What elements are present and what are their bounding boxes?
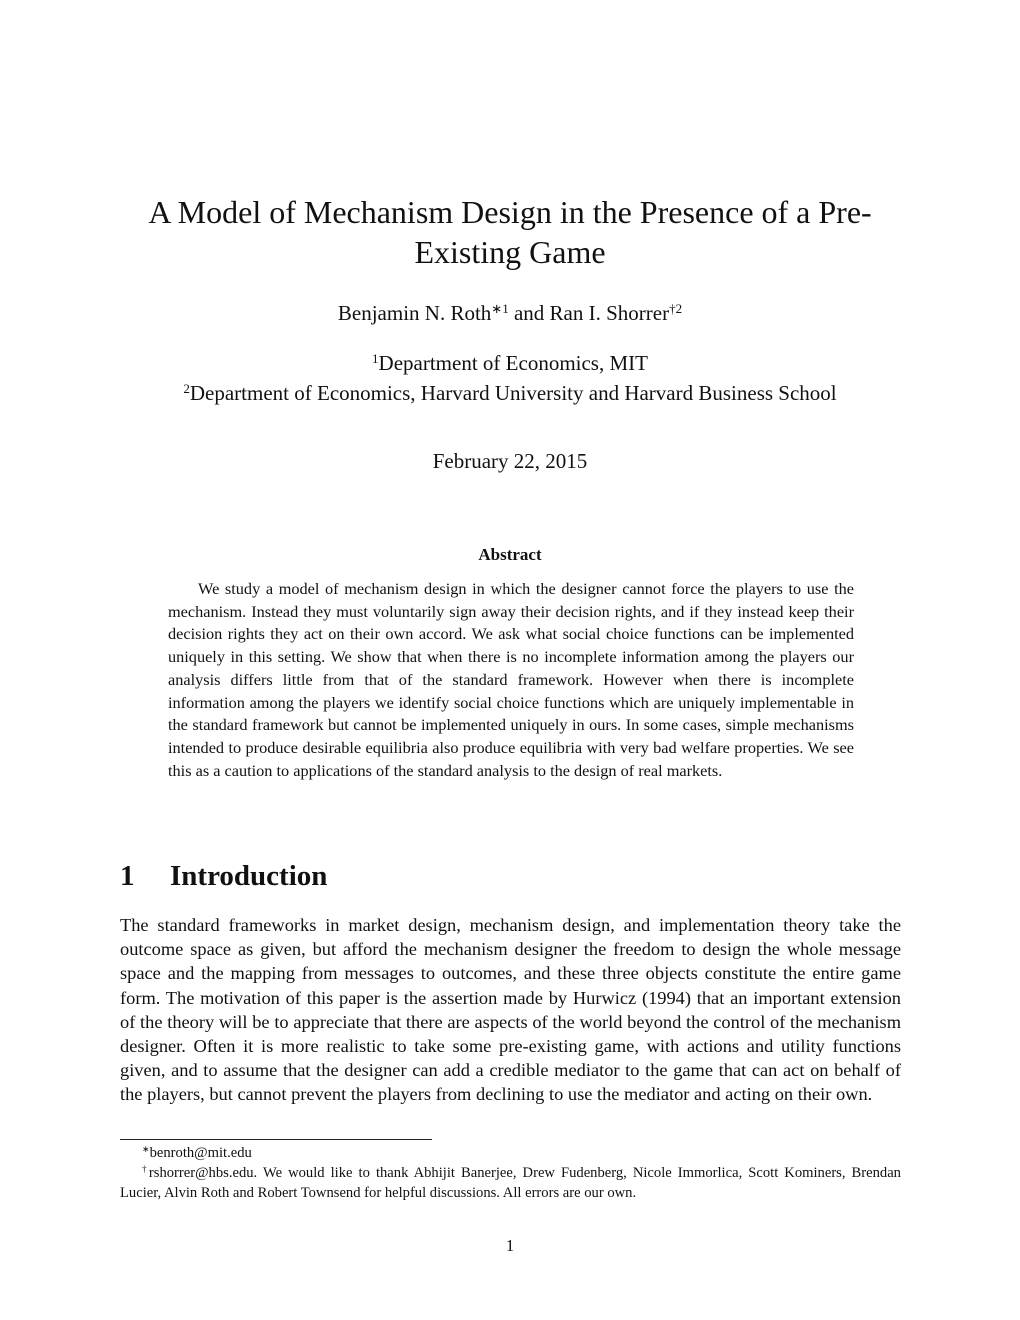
footnote-text: rshorrer@hbs.edu. We would like to thank Abhijit Banerjee, Drew Fudenberg, Nicole Immorlica, Scott Kominers, Brendan Lucier, Alvin Roth and Robert Townsend for helpful discussions. All errors are our own. [120, 1165, 901, 1201]
affiliation [60, 349, 960, 377]
author-mark: ∗1 [491, 300, 509, 316]
footnote-mark: † [142, 1164, 149, 1175]
abstract-text: We study a model of mechanism design in which the designer cannot force the players to use the mechanism. Instead they must voluntarily sign away their decision rights, and if they instead keep their decision rights they act on their own accord. We ask what social choice functions can be implemented uniquely in this setting. We show that when there is no incomplete information among the players our analysis differs little from that of the standard framework. However when there is incomplete information among the players we identify social choice functions which are uniquely implementable in the standard framework but cannot be implemented uniquely in ours. In some cases, simple mechanisms intended to produce desirable equilibria also produce equilibria with very bad welfare properties. We see this as a caution to applications of the standard analysis to the design of real markets. [168, 579, 854, 780]
section-number: 1 [120, 860, 135, 892]
footnote [120, 1143, 901, 1163]
footnote [120, 1163, 901, 1203]
paper-date: February 22, 2015 [432, 449, 588, 473]
footnote-mark: ∗ [142, 1144, 150, 1155]
affiliation-mark: 1 [372, 350, 379, 366]
author-name: Benjamin N. Roth [337, 301, 492, 325]
footnote-text: benroth@mit.edu [149, 1145, 252, 1161]
affiliation [60, 379, 960, 407]
section-title: Introduction [170, 860, 328, 892]
author-mark: †2 [669, 300, 683, 316]
author-name: Ran I. Shorrer [549, 301, 670, 325]
intro-paragraph: The standard frameworks in market design, mechanism design, and implementation theory take the outcome space as given, but afford the mechanism designer the freedom to design the whole message space and the mapping from messages to outcomes, and these three objects constitute the entire game form. The motivation of this paper is the assertion made by Hurwicz (1994) that an important extension of the theory will be to appreciate that there are aspects of the world beyond the control of the mechanism designer. Often it is more realistic to take some pre-existing game, with actions and utility functions given, and to assume that the designer can add a credible mediator to the game that can act on behalf of the players, but cannot prevent the players from declining to use the mediator and acting on their own. [120, 915, 901, 1105]
author-joiner: and [513, 301, 545, 325]
affiliation-mark: 2 [183, 380, 190, 396]
page-number: 1 [505, 1236, 515, 1255]
abstract-heading: Abstract [478, 545, 542, 564]
affiliation-text: Department of Economics, MIT [378, 351, 648, 375]
author-line [100, 299, 920, 327]
paper-title: A Model of Mechanism Design in the Presence of a Pre-Existing Game [148, 194, 872, 270]
section-heading [120, 858, 327, 894]
affiliation-text: Department of Economics, Harvard University and Harvard Business School [189, 381, 837, 405]
footnote-rule [120, 1139, 432, 1140]
